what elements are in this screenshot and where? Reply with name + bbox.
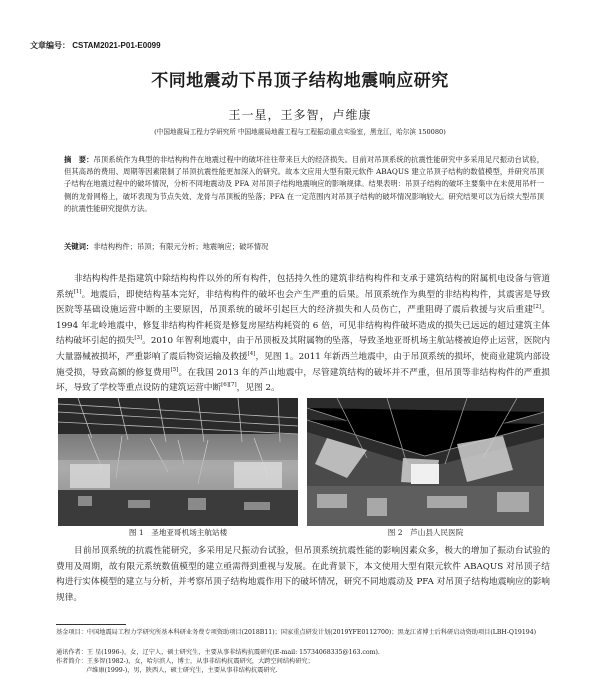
body-text-segment: 。在我国 2013 年的芦山地震中，尽管建筑结构的破坏并不严重，但吊顶等非结构构件的严重损坏，导致了学校等重点设防的建筑运营中断 — [56, 367, 550, 394]
body-paragraph-1 — [56, 272, 550, 397]
citation: [5] — [170, 366, 179, 373]
keywords — [64, 241, 544, 253]
footnote-author-info: 作者简介：王多智(1982-)，女，哈尔滨人，博士，从事非结构抗震研究，大跨空间结构研究； — [56, 658, 314, 665]
citation: [4] — [247, 351, 256, 358]
article-number: 文章编号： CSTAM2021-P01-E0099 — [30, 41, 161, 50]
keywords-text: 非结构构件；吊顶；有限元分析；地震响应；破坏情况 — [93, 242, 269, 251]
figure-1-caption: 图 1 圣地亚哥机场主航站楼 — [128, 528, 228, 537]
body-text-segment: 。地震后，即使结构基本完好，非结构构件的破坏也会产生严重的后果。吊顶系统作为典型的非结构构件，其震害是导致医院等基础设施运营中断的主要原因，吊顶系统的破坏引起巨大的经济损失和人员伤亡，严重阻碍了震后救援与灾后重建 — [56, 289, 551, 316]
figure-2-photo — [307, 398, 544, 526]
citation: [6][7] — [221, 382, 237, 389]
footnote-funding: 基金项目：中国地震局工程力学研究所基本科研业务费专项资助项目(2018B11)；国家重点研发计划(2019YFE0112700)；黑龙江省博士后科研启动资助项目(LBH-Q19194) — [56, 629, 537, 636]
body-text-segment: ，见图 1。2011 年新西兰地震中，由于吊顶系统的损坏，使商业建筑内部设施受损，导致高额的修复费用 — [56, 351, 550, 378]
body-text-segment: 非结构构件是指建筑中除结构构件以外的所有构件，包括持久性的建筑非结构构件和支承于建筑结构的附属机电设备与管道系统 — [56, 274, 550, 300]
citation: [1] — [73, 288, 82, 295]
body-text-segment: 。2010 年智利地震中，由于吊顶板及其附属物的坠落，导致圣地亚哥机场主航站楼被迫停止运营，医院内大量器械被损坏，严重影响了震后物资运输及救援 — [56, 336, 551, 362]
paper-affiliation: (中国地震局工程力学研究所 中国地震局地震工程与工程振动重点实验室，黑龙江，哈尔滨 150080) — [154, 128, 446, 136]
hospital-ceiling-photo — [307, 398, 544, 526]
footnote-divider — [56, 624, 126, 625]
body-paragraph-2: 目前吊顶系统的抗震性能研究，多采用足尺振动台试验，但吊顶系统抗震性能的影响因素众多，极大的增加了振动台试验的费用及周期，故有限元系统数值模型的建立亟需得到重视与发展。在此背景下，本文使用大型有限元软件 ABAQUS 对吊顶子结构进行实体模型的建立与分析，并考察吊顶子结构地震作用下的破坏情况，研究不同地震动及 PFA 对吊顶子结构地震响应的影响规律。 — [56, 546, 550, 603]
abstract-label: 摘 要： — [64, 155, 94, 164]
abstract-text: 吊顶系统作为典型的非结构构件在地震过程中的破坏往往带来巨大的经济损失。目前对吊顶系统的抗震性能研究中多采用足尺振动台试验，但其高昂的费用、周期等因素限制了吊顶抗震性能更加深入的研究。故本文应用大型有限元软件 ABAQUS 建立吊顶子结构的数值模型，并研究吊顶子结构在地震过程中的破坏情况，分析不同地震动及 PFA 对吊顶子结构地震响应的影响规律。结果表明：吊顶子结构的破坏主要集中在未使用吊杆一侧的龙骨网格上，破坏表现为节点失效、龙骨与吊顶板的坠落；PFA 在一定范围内对吊顶子结构的破坏情况影响较大。研究结果可以为后续大型吊顶的抗震性能研究提供方法。 — [64, 155, 544, 213]
paper-title: 不同地震动下吊顶子结构地震响应研究 — [151, 71, 449, 91]
airport-terminal-photo — [58, 398, 298, 526]
citation: [2] — [533, 304, 541, 311]
abstract — [64, 154, 544, 215]
paper-authors: 王一星，王多智，卢维康 — [228, 108, 372, 122]
figure-1-photo — [58, 398, 298, 526]
body-text-segment: 。1994 年北岭地震中，修复非结构构件耗资是修复房屋结构耗资的 6 倍，可见非结构构件破坏造成的损失已远远的超过建筑主体结构破坏引起的损失 — [56, 305, 551, 347]
citation: [3] — [134, 335, 143, 342]
figure-2-caption: 图 2 芦山县人民医院 — [387, 528, 464, 537]
body-text-segment: ，见图 2。 — [236, 383, 280, 394]
keywords-label: 关键词： — [64, 242, 94, 251]
footnote-author-info: 卢维康(1999-)，男，陕西人，硕士研究生，主要从事非结构抗震研究. — [86, 667, 278, 674]
footnote-correspondence: 通讯作者：王 星(1996-)，女，辽宁人，硕士研究生，主要从事非结构抗震研究(E-mail: 15734068335@163.com). — [56, 649, 380, 656]
